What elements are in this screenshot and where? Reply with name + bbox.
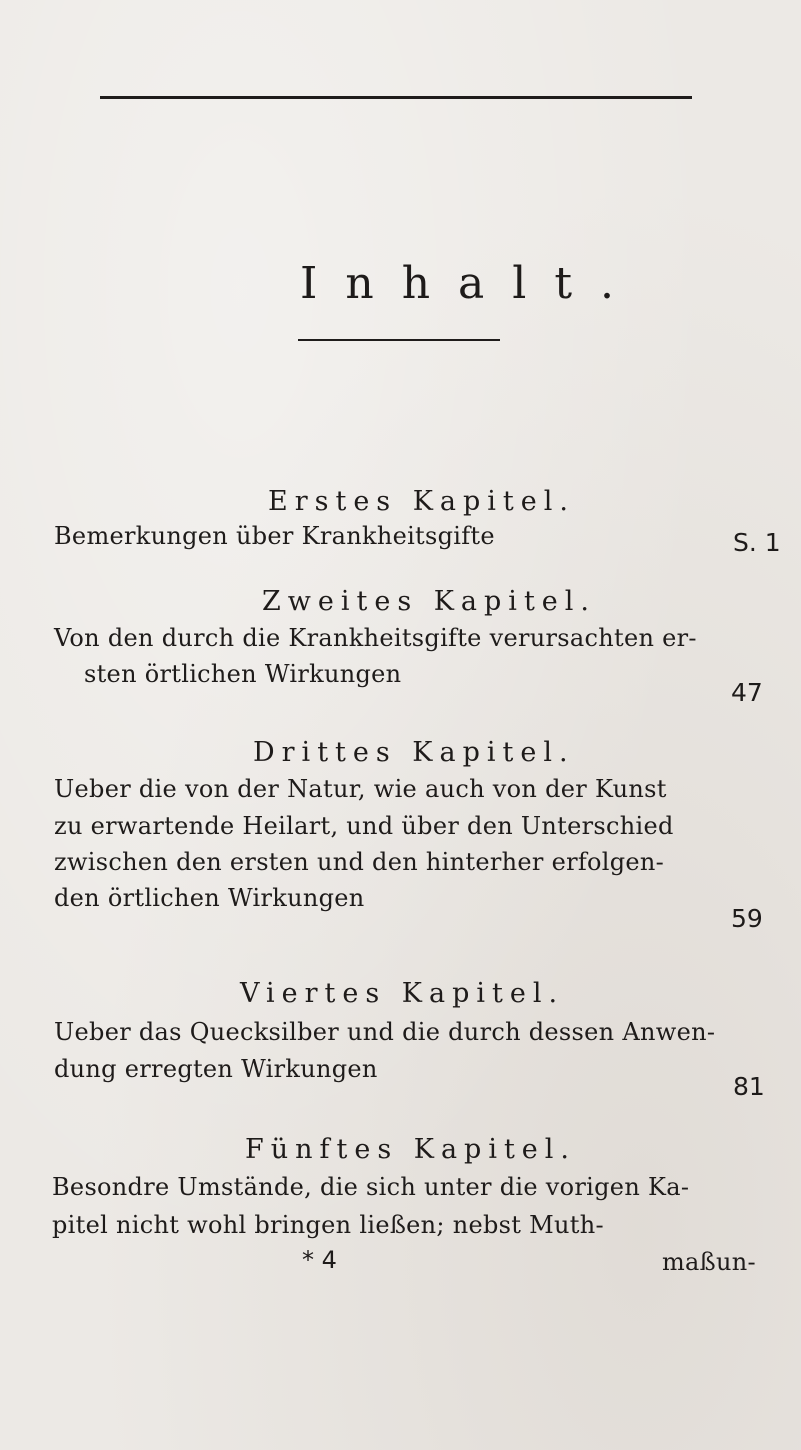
chapter-3-page: 59 (731, 904, 763, 933)
title-rule (298, 339, 500, 341)
chapter-4-line-1: Ueber das Quecksilber und die durch dessen Anwen- (54, 1018, 716, 1046)
chapter-1-page: S. 1 (733, 528, 781, 557)
chapter-3-line-1: Ueber die von der Natur, wie auch von der Kunst (54, 775, 667, 803)
page-title: Inhalt. (300, 258, 643, 309)
chapter-5-line-2: pitel nicht wohl bringen ließen; nebst Muth- (52, 1211, 604, 1239)
chapter-1-heading: Erstes Kapitel. (268, 486, 575, 517)
signature-mark: * 4 (302, 1246, 337, 1274)
chapter-3-heading: Drittes Kapitel. (253, 737, 575, 768)
chapter-2-page: 47 (731, 678, 763, 707)
chapter-2-heading: Zweites Kapitel. (262, 586, 596, 617)
chapter-1-line-1: Bemerkungen über Krankheitsgifte (54, 522, 495, 550)
chapter-4-line-2: dung erregten Wirkungen (54, 1055, 378, 1083)
top-rule (100, 96, 692, 99)
chapter-3-line-2: zu erwartende Heilart, und über den Unterschied (54, 812, 674, 840)
chapter-4-page: 81 (733, 1072, 765, 1101)
chapter-5-heading: Fünftes Kapitel. (245, 1134, 577, 1165)
chapter-4-heading: Viertes Kapitel. (240, 978, 565, 1009)
chapter-5-line-1: Besondre Umstände, die sich unter die vorigen Ka- (52, 1173, 690, 1201)
chapter-3-line-4: den örtlichen Wirkungen (54, 884, 365, 912)
chapter-2-line-2: sten örtlichen Wirkungen (84, 660, 402, 688)
chapter-2-line-1: Von den durch die Krankheitsgifte verursachten er- (54, 624, 697, 652)
catchword: maßun- (662, 1248, 756, 1276)
chapter-3-line-3: zwischen den ersten und den hinterher erfolgen- (54, 848, 665, 876)
